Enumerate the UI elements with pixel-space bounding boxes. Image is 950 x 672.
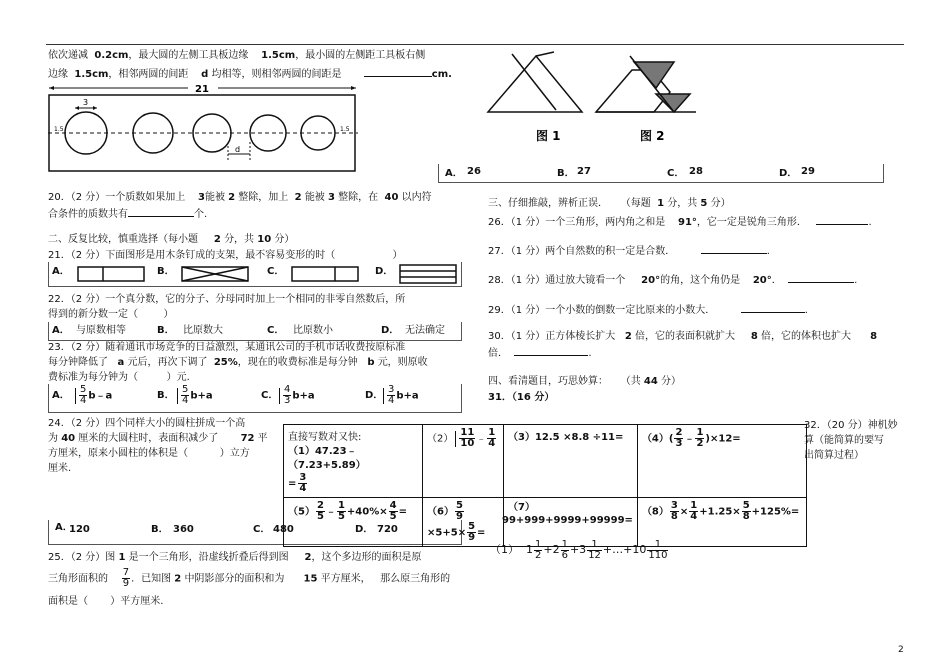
section4-heading: 四、看清题目，巧思妙算： （共 44 分） — [488, 376, 682, 387]
left-margin-label: 1.5 — [54, 126, 64, 133]
q19-answer-blank[interactable] — [364, 66, 432, 77]
q24-line3: 方厘米，原来小圆柱的体积是（ ）立方 — [48, 448, 250, 459]
q22-option-d-text: 无法确定 — [405, 325, 445, 336]
calc-cell-2: （2） $\frac{11}{10}$ ﹣ $\frac{1}{4}$ — [423, 425, 504, 498]
q23-option-b-expr: $\frac{5}{4}$ b+a — [175, 385, 213, 406]
top-rule — [46, 44, 904, 45]
q30-line2: 倍． . — [488, 345, 592, 361]
q25-option-a[interactable]: A． — [445, 168, 463, 179]
q23-option-c-expr: $\frac{4}{3}$ b+a — [277, 385, 315, 406]
q25-option-c-value: 28 — [689, 166, 703, 177]
q30-line1: 30．（1 分）正方体棱长扩大 2 倍，它的表面积就扩大 8 倍，它的体积也扩大 8 — [488, 331, 878, 342]
calc-cell-1: 直接写数对又快: （1）47.23﹣（7.23+5.89） = $\frac{3}{4}$ — [284, 425, 423, 498]
q22-option-c-text: 比原数小 — [293, 325, 333, 336]
q25-fraction: $\frac{7}{9}$ — [122, 567, 130, 589]
q20-line2: 合条件的质数共有 个. — [48, 206, 207, 222]
q21-stem: 21．（2 分）下面图形是用木条钉成的支架，最不容易变形的时（ ） — [48, 250, 403, 261]
gap-label: d — [235, 145, 241, 154]
q28-answer-blank[interactable] — [788, 272, 854, 283]
q22-option-c[interactable]: C． — [267, 325, 285, 336]
q25-option-b-value: 27 — [577, 166, 591, 177]
q24-option-c[interactable]: C． — [253, 524, 271, 535]
q23-line1: 23．（2 分）随着通讯市场竞争的日益激烈，某通讯公司的手机市话收费按原标准 — [48, 342, 406, 353]
section3-heading: 三、仔细推敲，辨析正误． （每题 1 分，共 5 分） — [488, 198, 731, 209]
q21-option-b[interactable]: B． — [157, 266, 175, 277]
q22-option-a-text: 与原数相等 — [76, 325, 126, 336]
q22-line1: 22．（2 分）一个真分数，它的分子、分母同时加上一个相同的非零自然数后，所 — [48, 294, 406, 305]
q23-options — [48, 384, 462, 413]
q26: 26．（1 分）一个三角形，两内角之和是 91°，它一定是锐角三角形． . — [488, 214, 872, 230]
calc-cell-6: （6） $\frac{5}{9}$ ×5+5× $\frac{5}{9}$ = — [423, 498, 504, 547]
q25-option-a-value: 26 — [467, 166, 481, 177]
q23-option-c[interactable]: C． — [261, 390, 279, 401]
q21-option-a[interactable]: A． — [52, 266, 70, 277]
calc-cell-7: （7） 99+999+9999+99999= — [504, 498, 638, 547]
triangle-figures — [484, 50, 704, 150]
q30-answer-blank[interactable] — [514, 345, 588, 356]
q24-option-a-value: 120 — [69, 524, 90, 535]
q22-option-b-text: 比原数大 — [183, 325, 223, 336]
q25-option-b[interactable]: B． — [557, 168, 575, 179]
q29: 29．（1 分）一个小数的倒数一定比原来的小数大． . — [488, 302, 808, 318]
q24-option-b-value: 360 — [173, 524, 194, 535]
q23-b-fraction: $\frac{5}{4}$ — [182, 384, 189, 406]
tool-board-diagram — [48, 82, 360, 174]
q23-d-fraction: $\frac{3}{4}$ — [388, 384, 395, 406]
right-margin-label: 1.5 — [340, 126, 350, 133]
section2-heading: 二、反复比较，慎重选择（每小题 2 分，共 10 分） — [48, 234, 295, 245]
q24-option-d[interactable]: D． — [355, 524, 374, 535]
q23-option-d-expr: $\frac{3}{4}$ b+a — [381, 385, 419, 406]
q21-options — [48, 262, 462, 287]
q24-line1: 24．（2 分）四个同样大小的圆柱拼成一个高 — [48, 418, 246, 429]
small-label: 3 — [83, 98, 89, 107]
q27-answer-blank[interactable] — [701, 243, 767, 254]
q24-option-a[interactable]: A． — [55, 522, 73, 533]
q23-option-a-expr: $\frac{5}{4}$ b﹣a — [73, 385, 112, 406]
q25-option-d[interactable]: D． — [779, 168, 798, 179]
q22-options — [48, 322, 462, 341]
c1-fraction: $\frac{3}{4}$ — [299, 472, 307, 494]
q21-figure-c — [291, 266, 359, 282]
q23-line2: 每分钟降低了 a 元后，再次下调了 25%，现在的收费标准是每分钟 b 元，则原收 — [48, 357, 428, 368]
q21-option-d[interactable]: D． — [375, 266, 394, 277]
calc-cell-3: （3）12.5 ×8.8 ÷11= — [504, 425, 638, 498]
q24-option-d-value: 720 — [377, 524, 398, 535]
calc-cell-8: （8） $\frac{3}{8}$ × $\frac{1}{4}$ +1.25× $\frac{5}{8}$ +125%= — [637, 498, 806, 547]
q25-option-d-value: 29 — [801, 166, 815, 177]
q21-figure-a — [77, 266, 145, 282]
fig1-label: 图 1 — [536, 129, 561, 143]
calc-cell-4: （4）( $\frac{2}{3}$ ﹣ $\frac{1}{2}$ )×12= — [637, 425, 806, 498]
q21-option-c[interactable]: C． — [267, 266, 285, 277]
q23-line3: 费标准为每分钟为（ ）元. — [48, 372, 190, 383]
q32-heading: 32．（20 分）神机妙 算（能简算的要写 出简算过程） — [804, 420, 898, 461]
calc-cell-5: （5） $\frac{2}{5}$ ﹣ $\frac{1}{5}$ +40%× $\frac{4}{5}$ = — [284, 498, 423, 547]
q27: 27．（1 分）两个自然数的积一定是合数． . — [488, 243, 770, 259]
q31-heading: 31．（16 分） — [488, 392, 555, 403]
q24-option-c-value: 480 — [273, 524, 294, 535]
q25-options — [438, 164, 884, 183]
q23-c-fraction: $\frac{4}{3}$ — [284, 384, 291, 406]
q19-line1: 依次递减 0.2cm，最大圆的左侧工具板边缘 1.5cm，最小圆的左侧距工具板右侧 — [48, 50, 426, 61]
q23-option-d[interactable]: D． — [365, 390, 384, 401]
q22-option-d[interactable]: D． — [381, 325, 400, 336]
q26-answer-blank[interactable] — [816, 214, 868, 225]
q25-line2: 三角形面积的 $\frac{7}{9}$ ．已知图 2 中阴影部分的面积和为 15 平方厘米， 那么原三角形的 — [48, 567, 451, 589]
q22-option-a[interactable]: A． — [52, 325, 70, 336]
q25-line3: 面积是（ ）平方厘米. — [48, 596, 164, 607]
q22-option-b[interactable]: B． — [157, 325, 175, 336]
q24-line4: 厘米. — [48, 463, 72, 474]
q24-option-b[interactable]: B． — [151, 524, 169, 535]
fig2-label: 图 2 — [640, 129, 665, 143]
q21-figure-b — [181, 266, 249, 282]
q28: 28．（1 分）通过放大镜看一个 20°的角，这个角仍是 20°． . — [488, 272, 857, 288]
q20-line1: 20．（2 分）一个质数如果加上 3能被 2 整除，加上 2 能被 3 整除，在 40 以内符 — [48, 192, 432, 203]
q25-line1: 25．（2 分）图 1 是一个三角形，沿虚线折叠后得到图 2，这个多边形的面积是原 — [48, 552, 422, 563]
q21-figure-d — [399, 264, 457, 284]
q24-line2: 为 40 厘米的大圆柱时，表面积减少了 72 平 — [48, 433, 268, 444]
page-number: 2 — [898, 645, 904, 655]
q20-answer-blank[interactable] — [128, 206, 194, 217]
q25-option-c[interactable]: C． — [667, 168, 685, 179]
width-label: 21 — [195, 84, 209, 95]
q22-line2: 得到的新分数一定（ ） — [48, 309, 174, 320]
q32-item-1: （1） 1 $\frac{1}{2}$ +2 $\frac{1}{6}$ +3 $\frac{1}{12}$ +…+10 $\frac{1}{110}$ — [490, 538, 668, 561]
q19-line2: 边缘 1.5cm，相邻两圆的间距 d 均相等，则相邻两圆的间距是 cm. — [48, 66, 452, 82]
direct-calc-table — [283, 424, 807, 547]
q23-option-a[interactable]: A． — [52, 390, 70, 401]
q29-answer-blank[interactable] — [741, 302, 805, 313]
q23-option-b[interactable]: B． — [157, 390, 175, 401]
q23-a-fraction: $\frac{5}{4}$ — [80, 384, 87, 406]
